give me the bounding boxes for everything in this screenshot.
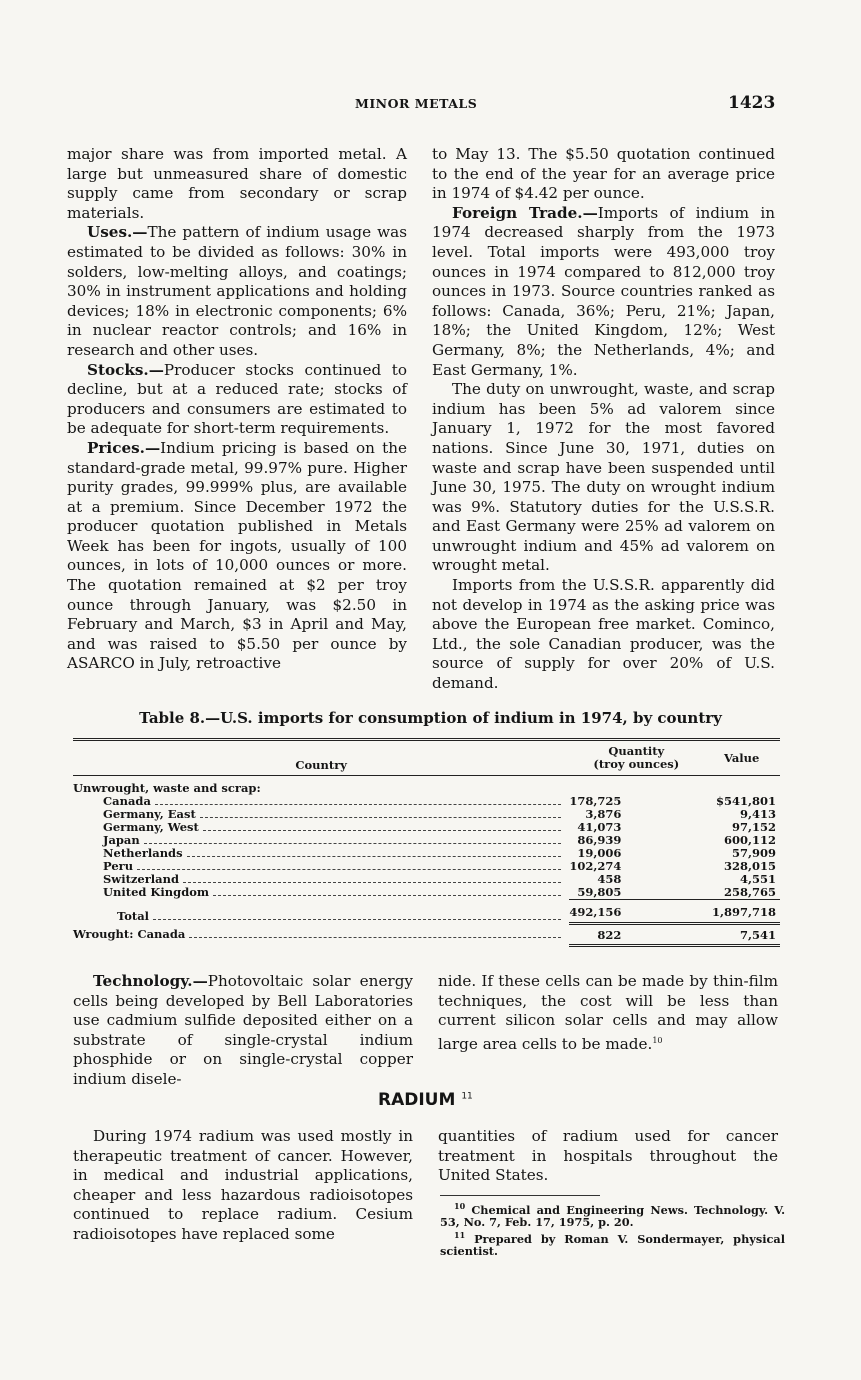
dollar-value: 9,413 [739,806,776,821]
dot-leader [153,919,561,920]
quantity-value: 59,805 [577,884,622,899]
running-head [0,93,861,117]
continued-paragraph: major share was from imported metal. A large but unmeasured share of domestic supply came from secondary or scrap materials. [67,145,407,222]
dot-leader [187,856,562,857]
technology-right-paragraph [438,972,778,1054]
ussr-paragraph: Imports from the U.S.S.R. apparently did not develop in 1974 as the asking price was above the European free market. Cominco, Ltd., the sole Canadian producer, was the source of supply for over 20% of U.S. demand. [432,576,775,693]
quantity-value: 178,725 [569,793,622,808]
table-header-row [73,740,780,776]
footnote-ref-10: 10 [652,1035,663,1045]
table-row [73,847,780,860]
technology-left [73,972,413,1090]
country-name-leader [73,847,569,860]
table-caption: Table 8.—U.S. imports for consumption of indium in 1974, by country [139,709,722,727]
prices-heading: Prices.— [87,438,161,457]
radium-heading-text: RADIUM [378,1090,456,1110]
running-head-title: MINOR METALS [355,96,478,111]
technology-paragraph [73,972,413,1090]
wrought-row [73,923,780,945]
quantity-value: 458 [597,871,622,886]
col-header-value: Value [723,750,760,765]
col-header-quantity-line2: (troy ounces) [593,757,680,771]
stocks-heading: Stocks.— [87,360,164,379]
technology-left-text: Photovoltaic solar energy cells being developed by Bell Laboratories use cadmium sulfide deposited either on a substrate of single-crystal indium phosphide or on single-crystal copper indium disele- [73,972,413,1088]
dollar-value: 258,765 [723,884,776,899]
uses-paragraph [67,223,407,360]
quantity-value: 102,274 [569,858,622,873]
dollar-value: 600,112 [723,832,776,847]
country-name-leader [73,834,569,847]
total-row [73,899,780,923]
wrought-quantity: 822 [569,923,703,945]
footnote-ref-11: 11 [461,1091,473,1102]
prices-paragraph [67,439,407,674]
country-name-cell [73,873,569,886]
right-column [432,145,775,694]
total-label-cell [73,899,569,923]
continued-paragraph-right: to May 13. The $5.50 quotation continued to the end of the year for an average price in 1974 of $4.42 per ounce. [432,145,775,203]
radium-left-paragraph: During 1974 radium was used mostly in therapeutic treatment of cancer. However, in medical and industrial applications, cheaper and less hazardous radioisotopes continued to replace radium. Cesium radioisotopes have replaced some [73,1127,413,1243]
footnote-11-text: Prepared by Roman V. Sondermayer, physical scientist. [440,1231,785,1259]
country-name-cell [73,821,569,834]
dot-leader [213,895,561,896]
country-name-cell [73,847,569,860]
dot-leader [155,804,561,805]
quantity-value: 86,939 [577,832,622,847]
footnote-11 [440,1229,785,1258]
technology-right-text: nide. If these cells can be made by thin-film techniques, the cost will be less than current silicon solar cells and may allow large area cells to be made. [438,972,778,1053]
col-header-country: Country [295,757,347,772]
footnotes [440,1195,785,1258]
stocks-paragraph [67,361,407,439]
country-name: Japan [103,832,140,847]
radium-heading [378,1090,473,1110]
country-name-leader [73,821,569,834]
country-name: Netherlands [103,845,183,860]
country-name-cell [73,834,569,847]
wrought-label-cell [73,923,569,945]
left-column [67,145,407,674]
table-row [73,821,780,834]
technology-heading: Technology.— [93,972,208,990]
dollar-value: $541,801 [715,793,776,808]
radium-right [438,1127,778,1186]
table-row [73,886,780,899]
country-name-cell [73,808,569,821]
uses-text: The pattern of indium usage was estimated to be divided as follows: 30% in solders, low-melting alloys, and coatings; 30% in instrument applications and holding devices; 18% in electronic components; 6% in nuclear reactor controls; and 16% in research and other uses. [67,223,407,359]
wrought-value: 7,541 [703,923,780,945]
dot-leader [203,830,561,831]
country-name: Germany, West [103,819,199,834]
footnote-11-num: 11 [454,1229,466,1240]
dollar-value: 57,909 [731,845,776,860]
footnote-rule [440,1195,600,1196]
stocks-text: Producer stocks continued to decline, but at a reduced rate; stocks of producers and consumers are estimated to be adequate for short-term requirements. [67,360,407,438]
quantity-value: 19,006 [577,845,622,860]
table-row [73,834,780,847]
duty-paragraph: The duty on unwrought, waste, and scrap indium has been 5% ad valorem since January 1, 1972 for the most favored nations. Since June 30, 1971, duties on waste and scrap have been suspended until June 30, 1975. The duty on wrought indium was 9%. Statutory duties for the U.S.S.R. and East Germany were 25% ad valorem on unwrought indium and 45% ad valorem on wrought metal. [432,380,775,575]
total-label-leader [73,910,569,923]
country-name-leader [73,860,569,873]
country-name-cell [73,886,569,899]
dot-leader [144,843,562,844]
dollar-value: 4,551 [739,871,776,886]
footnote-10 [440,1200,785,1229]
trade-heading: Foreign Trade.— [452,203,598,222]
country-name-leader [73,808,569,821]
total-quantity: 492,156 [569,899,703,923]
technology-right [438,972,778,1054]
uses-heading: Uses.— [87,223,148,242]
country-name: Canada [103,793,151,808]
footnote-10-num: 10 [454,1201,466,1211]
col-header-quantity [569,740,703,776]
table-row [73,860,780,873]
quantity-value: 41,073 [577,819,622,834]
country-name: Switzerland [103,871,180,886]
table-row [73,873,780,886]
prices-text: Indium pricing is based on the standard-grade metal, 99.97% pure. Higher purity grades, 99.999% plus, are available at a premium. Since December 1972 the producer quotation published in Metals Week has been for ingots, usually of 100 ounces, in lots of 10,000 ounces or more. The quotation remained at $2 per troy ounce through January, was $2.50 in February and March, $3 in April and May, and was raised to $5.50 per ounce by ASARCO in July, retroactive [67,438,407,673]
country-name-cell [73,860,569,873]
wrought-label-leader [73,928,569,941]
dot-leader [200,817,562,818]
trade-text: Imports of indium in 1974 decreased sharply from the 1973 level. Total imports were 493,000 troy ounces in 1974 compared to 812,000 troy ounces in 1973. Source countries ranked as follows: Canada, 36%; Peru, 21%; Japan, 18%; the United Kingdom, 12%; West Germany, 8%; the Netherlands, 4%; and East Germany, 1%. [432,203,775,379]
trade-paragraph [432,204,775,380]
dot-leader [189,937,561,938]
country-name: United Kingdom [103,884,210,899]
dot-leader [183,882,561,883]
table-body [73,776,780,946]
col-header-quantity-line1: Quantity [608,744,665,759]
footnote-10-text: Chemical and Engineering News. Technology. V. 53, No. 7, Feb. 17, 1975, p. 20. [440,1202,785,1230]
dollar-value: 328,015 [723,858,776,873]
country-name-leader [73,886,569,899]
country-name: Peru [103,858,134,873]
quantity-value: 3,876 [585,806,622,821]
table-row [73,795,780,808]
country-name-leader [73,873,569,886]
dollar-value: 97,152 [731,819,776,834]
table-row [73,808,780,821]
dot-leader [137,869,561,870]
country-name-leader [73,795,569,808]
section-row [73,776,780,795]
total-value: 1,897,718 [703,899,780,923]
radium-left [73,1127,413,1245]
country-name-cell [73,795,569,808]
radium-right-paragraph: quantities of radium used for cancer treatment in hospitals throughout the United States. [438,1127,778,1185]
wrought-label: Wrought: Canada [73,926,186,941]
country-name: Germany, East [103,806,196,821]
section-label: Unwrought, waste and scrap: [73,781,261,795]
page-number: 1423 [728,93,776,113]
total-label: Total [117,908,150,923]
imports-table [73,738,780,947]
